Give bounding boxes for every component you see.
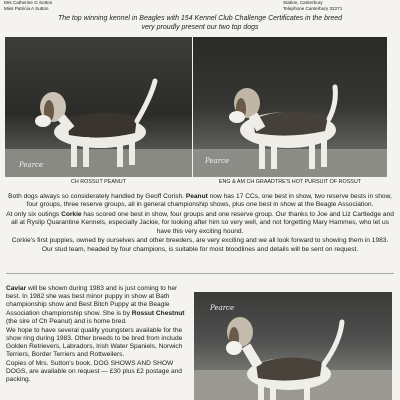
- paragraph-book: Copies of Mrs. Sutton's book, DOG SHOWS AND SHOW DOGS, are available on request — £30 plus £2 postage and packing.: [6, 359, 182, 384]
- photo-hot-pursuit: [193, 37, 387, 177]
- telephone-line: Telephone Canterbury 32271: [283, 6, 343, 11]
- text-run: At only six outings: [6, 210, 62, 218]
- dog-name-chestnut: Rossut Chestnut: [131, 309, 185, 317]
- paragraph-peanut: [6, 193, 394, 210]
- intro-heading: [40, 14, 360, 32]
- paragraph-youngsters: We hope to have several quality youngsters available for the show ring during 1983. Other breeds to be bred from include Golden Retrievers, Labradors, Irish Water Spaniels, Norwich Terriers, Border Terriers and Rottweilers.: [6, 326, 183, 359]
- text-run: has scored one best in show, four groups and one reserve group. Our thanks to Joe and Liz Cartledge and all at Ryslip Quarantine Kennels, especially Jackie, for looking after him so very well, and not forgetting Mary Hammes, who let us have this very exciting hound.: [11, 210, 394, 235]
- paragraph-caviar: [6, 285, 190, 326]
- intro-line-2: very proudly present our two top dogs: [141, 24, 259, 31]
- caviar-text: [6, 285, 190, 385]
- photo-caviar: [194, 292, 392, 400]
- beagle-illustration: [5, 37, 192, 177]
- text-run: Both dogs always so considerately handled by Geoff Corish.: [8, 193, 186, 200]
- owner-name-2: Miss Patricia A Sutton: [4, 6, 49, 11]
- header-address: [283, 0, 342, 12]
- photographer-signature: Pearce: [205, 157, 230, 165]
- photo-peanut: [5, 37, 192, 177]
- divider: [6, 273, 394, 274]
- main-text: [6, 193, 394, 256]
- paragraph-stud: Our stud team, headed by four champions, is suitable for most bloodlines and details will be sent on request.: [41, 246, 359, 254]
- text-run: will be shown during 1983 and is just coming to her best. In 1982 she was best minor puppy in show at Bath championship show and Best Bitch Puppy at the Beagle Association championship show. She is by: [6, 285, 178, 317]
- dog-name-corkie: Corkie: [61, 210, 82, 218]
- paragraph-puppies: Corkie's first puppies, owned by ourselves and other breeders, are very exciting and we all look forward to showing them in 1983.: [11, 237, 389, 245]
- beagle-illustration: [193, 37, 387, 177]
- intro-line-1: The top winning kennel in Beagles with 154 Kennel Club Challenge Certificates in the breed: [57, 15, 343, 22]
- address-line: Station, Canterbury: [283, 0, 323, 5]
- header-owners: [4, 0, 52, 12]
- paragraph-corkie: [6, 211, 394, 236]
- caption-hot-pursuit: ENG & AM CH GRAADTRE'S HOT PURSUIT OF ROSSUT: [218, 179, 362, 185]
- dog-name-caviar: Caviar: [6, 285, 27, 292]
- photographer-signature: Pearce: [210, 304, 235, 312]
- photographer-signature: Pearce: [19, 161, 44, 169]
- text-run: (the sire of Ch Peanut) and is home bred.: [6, 317, 127, 325]
- owner-name-1: Mrs Catherine G Sutton: [4, 0, 53, 5]
- dog-name-peanut: Peanut: [185, 193, 208, 200]
- caption-peanut: CH ROSSUT PEANUT: [70, 179, 126, 185]
- text-run: now has 17 CCs, one best in show, two reserve bests in show, four groups, three reserve groups, all in general championship shows, plus one best in show at the Beagle Association.: [26, 193, 392, 209]
